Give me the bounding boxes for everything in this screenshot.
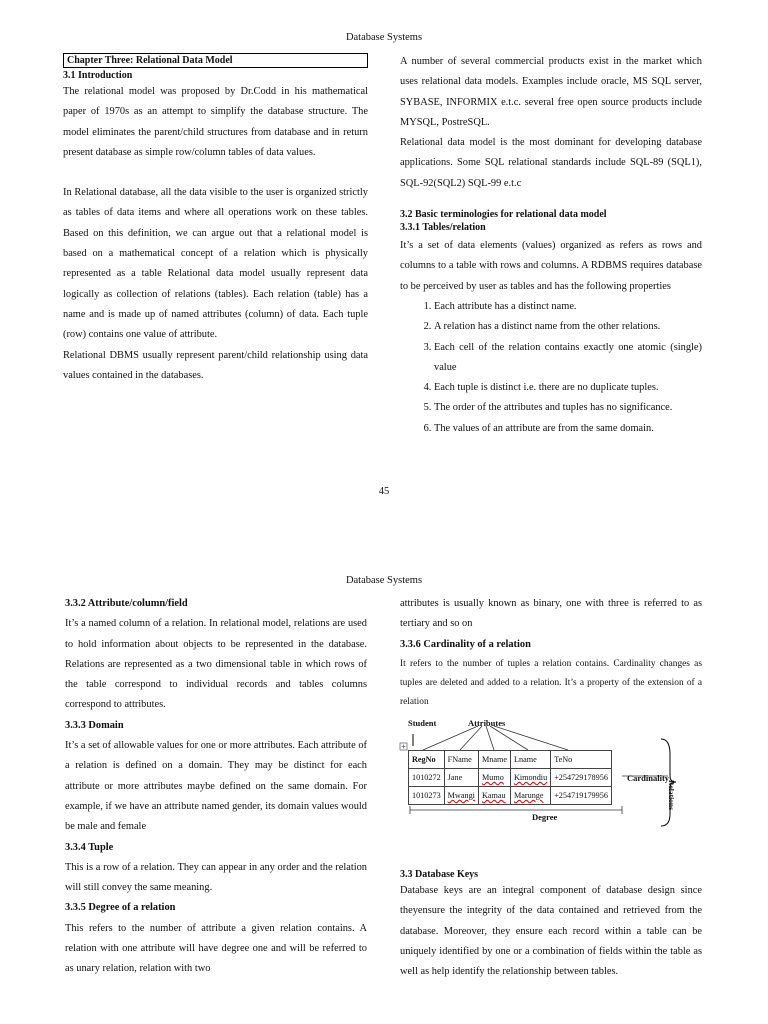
right-column-page2-keys: [400, 868, 702, 982]
paragraph: It’s a set of allowable values for one or more attributes. Each attribute of a relation is defined on a domain. They may be distinct for each attribute or more attributes maybe defined on the same domain. For example, if we have an attribute named gender, its domain values would be male and female: [65, 740, 367, 833]
list-item: 5. The order of the attributes and tuples has no significance.: [434, 398, 702, 418]
table-cell: +254729178956: [551, 769, 612, 787]
cell-text: Mumo: [481, 773, 504, 782]
left-column-page2: [65, 594, 367, 980]
section-heading-331: 3.3.1 Tables/relation: [400, 222, 486, 234]
table-cell: 1010272: [409, 769, 445, 787]
section-heading-32: 3.2 Basic terminologies for relational data model: [400, 209, 607, 221]
section-heading-332: 3.3.2 Attribute/column/field: [65, 598, 188, 609]
list-item: 6. The values of an attribute are from the same domain.: [434, 419, 702, 439]
column-header: Lname: [510, 751, 550, 769]
list-item: 2. A relation has a distinct name from the other relations.: [434, 317, 702, 337]
table-cell: 1010273: [409, 787, 445, 805]
section-heading-335: 3.3.5 Degree of a relation: [65, 902, 176, 914]
cardinality-label: Cardinality: [627, 773, 670, 783]
chapter-title: Chapter Three: Relational Data Model: [63, 53, 368, 68]
properties-list: [400, 297, 702, 439]
table-cell: [444, 787, 478, 805]
section-heading-33: 3.3 Database Keys: [400, 869, 479, 880]
table-cell: [478, 769, 510, 787]
student-label: Student: [408, 718, 437, 728]
table-row: [409, 769, 612, 787]
list-item: 3. Each cell of the relation contains exactly one atomic (single) value: [434, 338, 702, 379]
list-item: 1. Each attribute has a distinct name.: [434, 297, 702, 317]
section-heading-336: 3.3.6 Cardinality of a relation: [400, 638, 531, 650]
paragraph: This is a row of a relation. They can appear in any order and the relation will still convey the same meaning.: [65, 861, 367, 894]
page-header: Database Systems: [345, 575, 423, 586]
cell-text: Mwangi: [447, 791, 475, 800]
left-column-page1: [63, 53, 368, 386]
table-cell: [478, 787, 510, 805]
paragraph: It’s a named column of a relation. In relational model, relations are used to hold information about objects to be represented in the database. Relations are represented as a two dimensional table in which rows of the table correspond to individual records and tables columns correspond to attributes.: [65, 618, 367, 711]
paragraph: This refers to the number of attribute a given relation contains. A relation with one attribute will have degree one and will be referred to as unary relation, relation with two: [65, 922, 367, 975]
right-column-page2: [400, 594, 702, 712]
cell-text: Kimondiu: [513, 773, 548, 782]
table-cell: [510, 769, 550, 787]
paragraph: Relational data model is the most dominant for developing database applications. Some SQL relational standards include SQL-89 (SQL1), SQL-92(SQL2) SQL-99 e.t.c: [400, 137, 702, 189]
paragraph: In Relational database, all the data visible to the user is organized strictly as tables of data items and where all operations work on these tables. Based on this definition, we can argue out that a relational model is based on a mathematical concept of a relation which is physically represented as a table Relational data model usually represent data logically as collection of relations (tables). Each relation (table) has a name and is made up of named attributes (column) of data. Each tuple (row) contains one value of attribute.: [63, 187, 368, 341]
paragraph: The relational model was proposed by Dr.Codd in his mathematical paper of 1970s as an attempt to simplify the database structure. The model eliminates the parent/child structures from database and in return present database as simple row/column tables of data values.: [63, 86, 368, 158]
relations-label: Relations: [667, 780, 676, 810]
table-header-row: [409, 751, 612, 769]
column-header: Mname: [478, 751, 510, 769]
degree-label: Degree: [532, 812, 558, 822]
paragraph: Database keys are an integral component of database design since theyensure the integrity of the data contained and retrieved from the database. Moreover, they ensure each record within a table can be uniquely identified by one or a combination of fields within the table as well as help identify the relationship between tables.: [400, 885, 702, 978]
paragraph: It’s a set of data elements (values) organized as refers as rows and columns to a table with rows and columns. A RDBMS requires database to be perceived by user as tables and has the following properties: [400, 240, 702, 292]
table-cell: [510, 787, 550, 805]
column-header: RegNo: [409, 751, 445, 769]
attributes-label: Attributes: [468, 718, 506, 728]
section-heading-333: 3.3.3 Domain: [65, 719, 124, 731]
table-cell: +254719179956: [551, 787, 612, 805]
right-column-page1: [400, 52, 702, 439]
cell-text: Kamau: [481, 791, 506, 800]
column-header: TeNo: [551, 751, 612, 769]
section-heading-334: 3.3.4 Tuple: [65, 841, 114, 853]
paragraph: Relational DBMS usually represent parent/child relationship using data values contained in the databases.: [63, 349, 368, 381]
paragraph: attributes is usually known as binary, one with three is referred to as tertiary and so on: [400, 598, 702, 630]
table-cell: Jane: [444, 769, 478, 787]
section-heading-intro: 3.1 Introduction: [63, 70, 133, 81]
page-header: Database Systems: [345, 32, 423, 43]
paragraph: A number of several commercial products exist in the market which uses relational data models. Examples include oracle, MS SQL server, SYBASE, INFORMIX e.t.c. several free open source products include MYSQL, PostreSQL.: [400, 56, 702, 128]
relation-table: [408, 750, 612, 805]
column-header: FName: [444, 751, 478, 769]
list-item: 4. Each tuple is distinct i.e. there are no duplicate tuples.: [434, 378, 702, 398]
relation-diagram: [398, 714, 703, 829]
cell-text: Marunge: [513, 791, 544, 800]
page-number: 45: [378, 486, 390, 497]
paragraph: It refers to the number of tuples a relation contains. Cardinality changes as tuples are deleted and added to a relation. It’s a property of the extension of a relation: [400, 658, 702, 707]
table-row: [409, 787, 612, 805]
